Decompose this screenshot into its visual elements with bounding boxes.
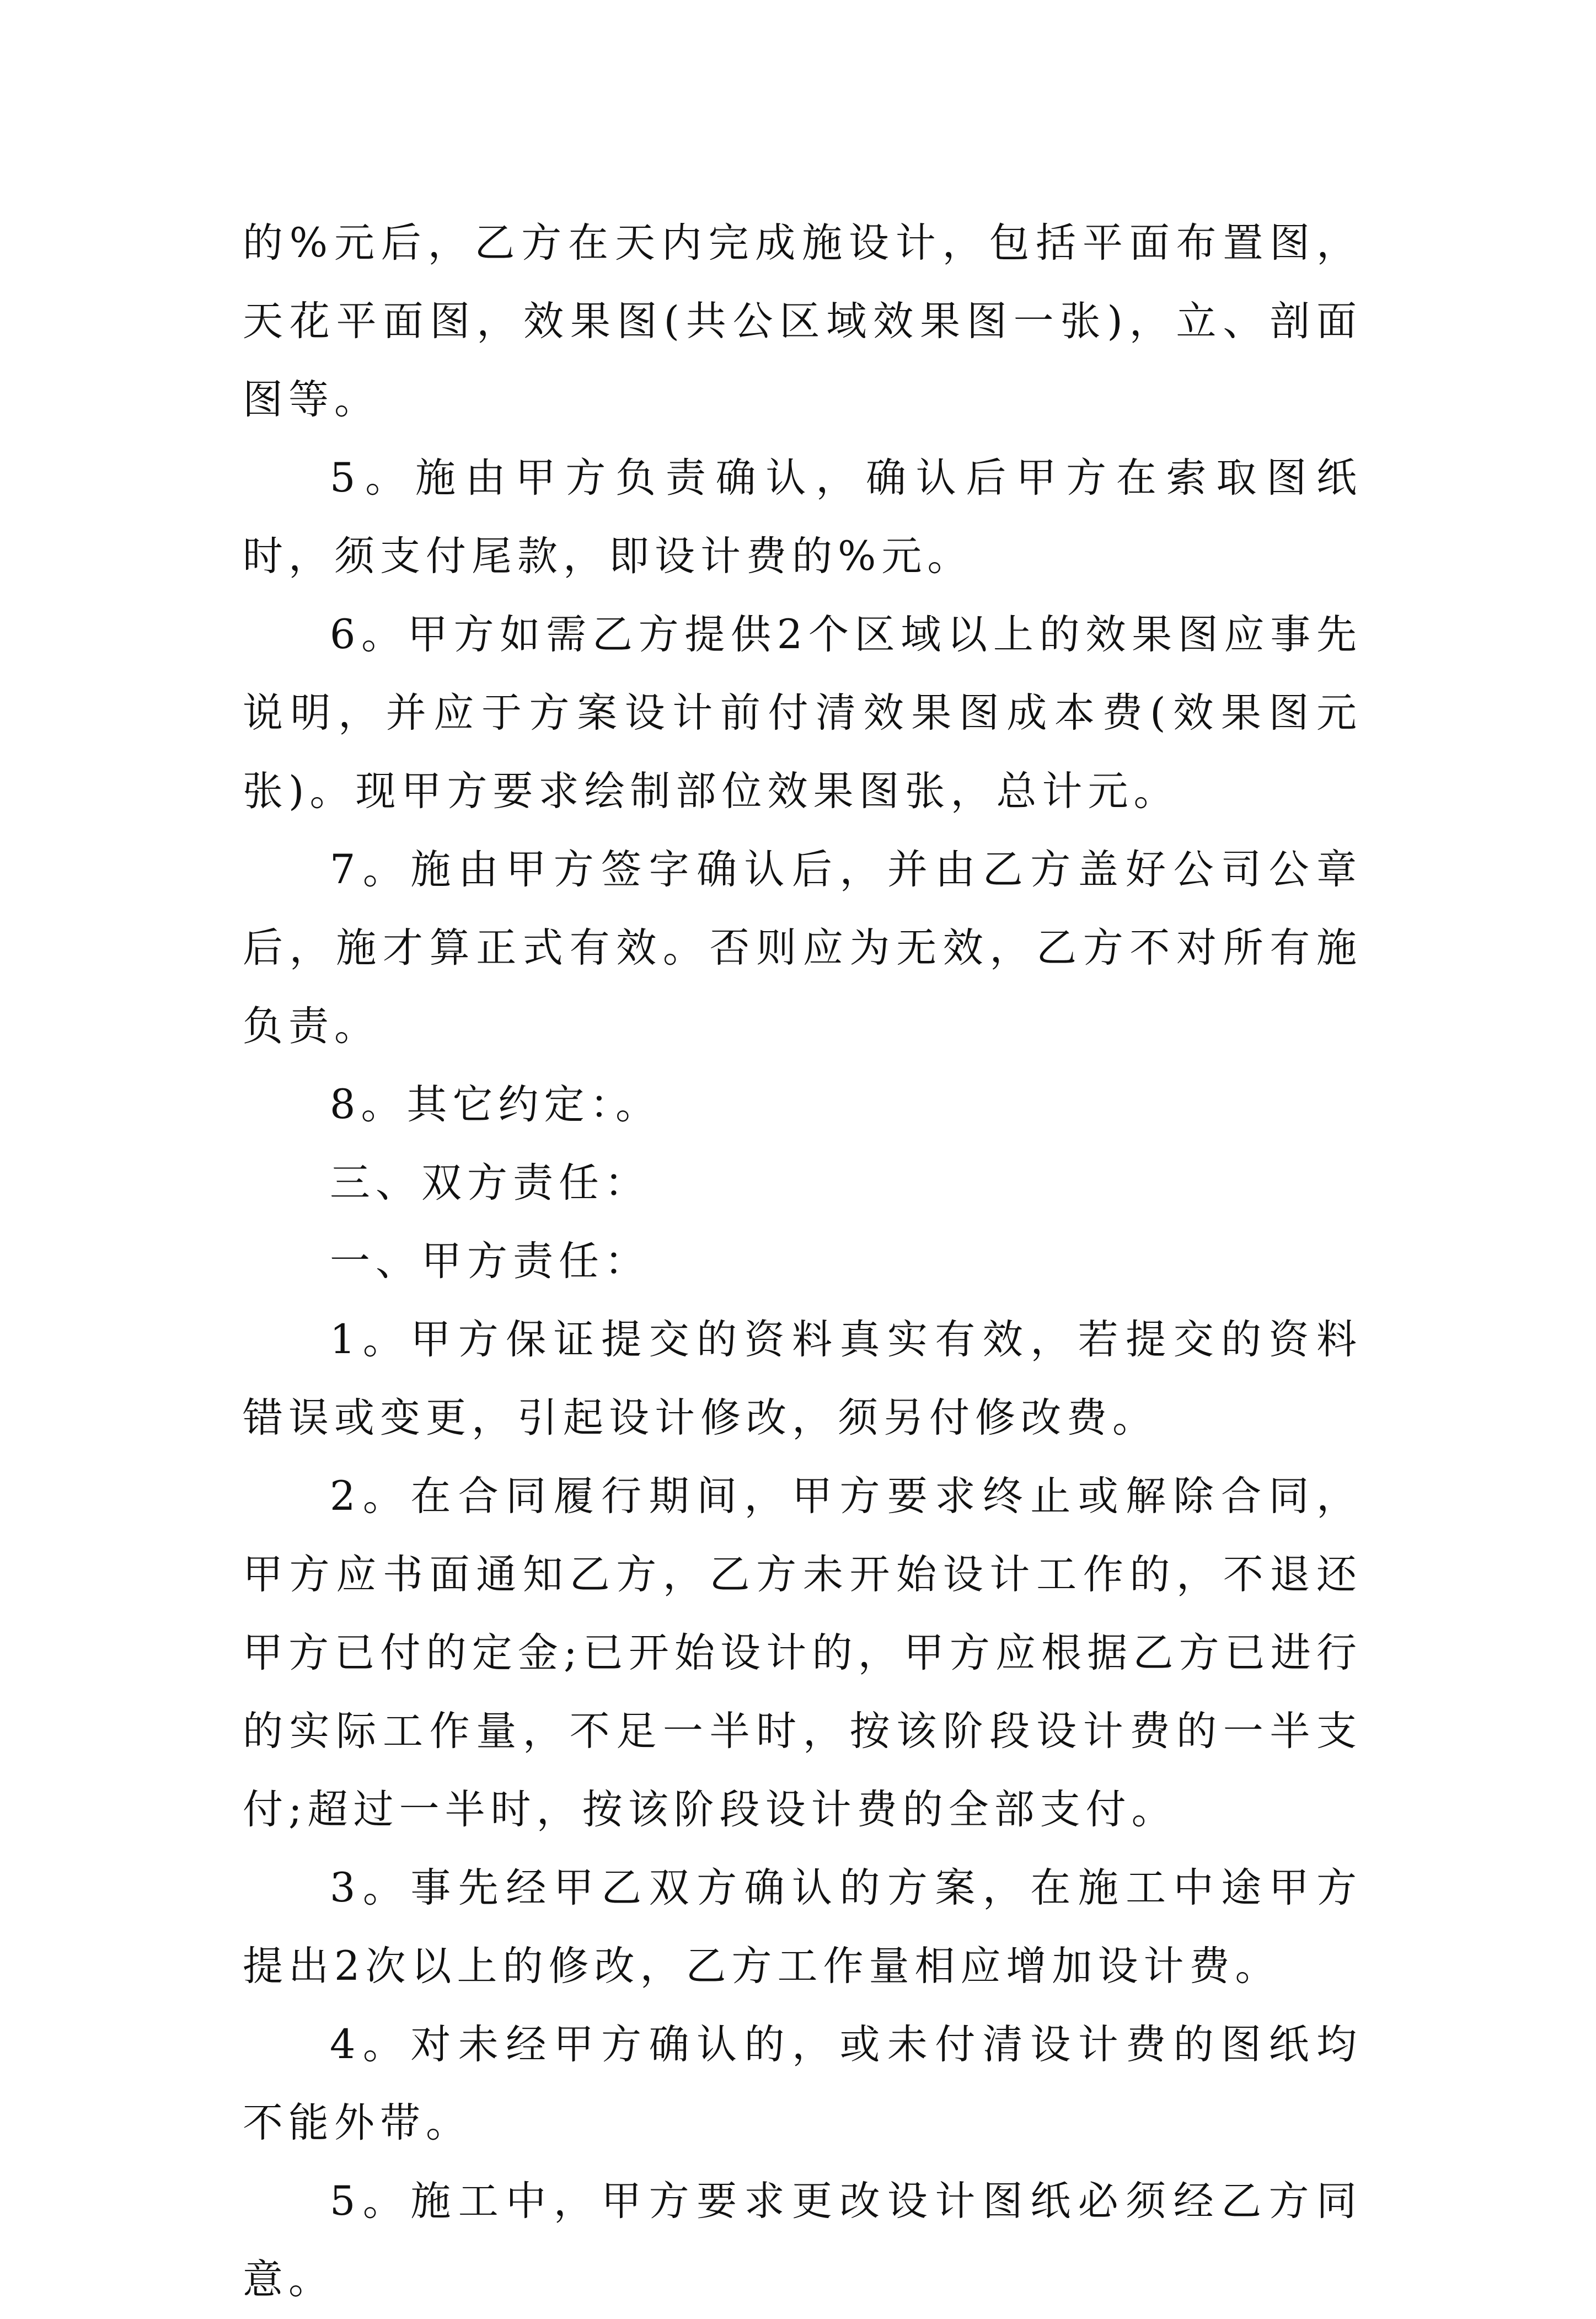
paragraph-a-item-4: 4。对未经甲方确认的，或未付清设计费的图纸均不能外带。 bbox=[243, 2021, 1362, 2146]
subsection-heading-party-a: 一、甲方责任： bbox=[330, 1238, 650, 1285]
paragraph-a-item-5: 5。施工中，甲方要求更改设计图纸必须经乙方同意。 bbox=[243, 2178, 1362, 2303]
section-heading-responsibilities: 三、双方责任： bbox=[330, 1160, 650, 1206]
paragraph-item-7-signature: 7。施由甲方签字确认后，并由乙方盖好公司公章后，施才算正式有效。否则应为无效，乙方不对所有施负责。 bbox=[243, 846, 1362, 1050]
document-body bbox=[243, 204, 1362, 2319]
paragraph-continuation: 的%元后，乙方在天内完成施设计，包括平面布置图，天花平面图，效果图(共公区域效果图一张)，立、剖面图等。 bbox=[243, 220, 1362, 423]
paragraph-item-8-other: 8。其它约定：。 bbox=[330, 1081, 661, 1128]
paragraph-a-item-3: 3。事先经甲乙双方确认的方案，在施工中途甲方提出2次以上的修改，乙方工作量相应增加设计费。 bbox=[243, 1864, 1362, 1990]
paragraph-a-item-2: 2。在合同履行期间，甲方要求终止或解除合同，甲方应书面通知乙方，乙方未开始设计工作的，不退还甲方已付的定金;已开始设计的，甲方应根据乙方已进行的实际工作量，不足一半时，按该阶段设计费的一半支付;超过一半时，按该阶段设计费的全部支付。 bbox=[243, 1473, 1362, 1833]
paragraph-item-6-renderings: 6。甲方如需乙方提供2个区域以上的效果图应事先说明，并应于方案设计前付清效果图成本费(效果图元张)。现甲方要求绘制部位效果图张，总计元。 bbox=[243, 611, 1362, 815]
paragraph-a-item-1: 1。甲方保证提交的资料真实有效，若提交的资料错误或变更，引起设计修改，须另付修改费。 bbox=[243, 1316, 1362, 1441]
paragraph-item-5-confirmation: 5。施由甲方负责确认，确认后甲方在索取图纸时，须支付尾款，即设计费的%元。 bbox=[243, 455, 1362, 580]
